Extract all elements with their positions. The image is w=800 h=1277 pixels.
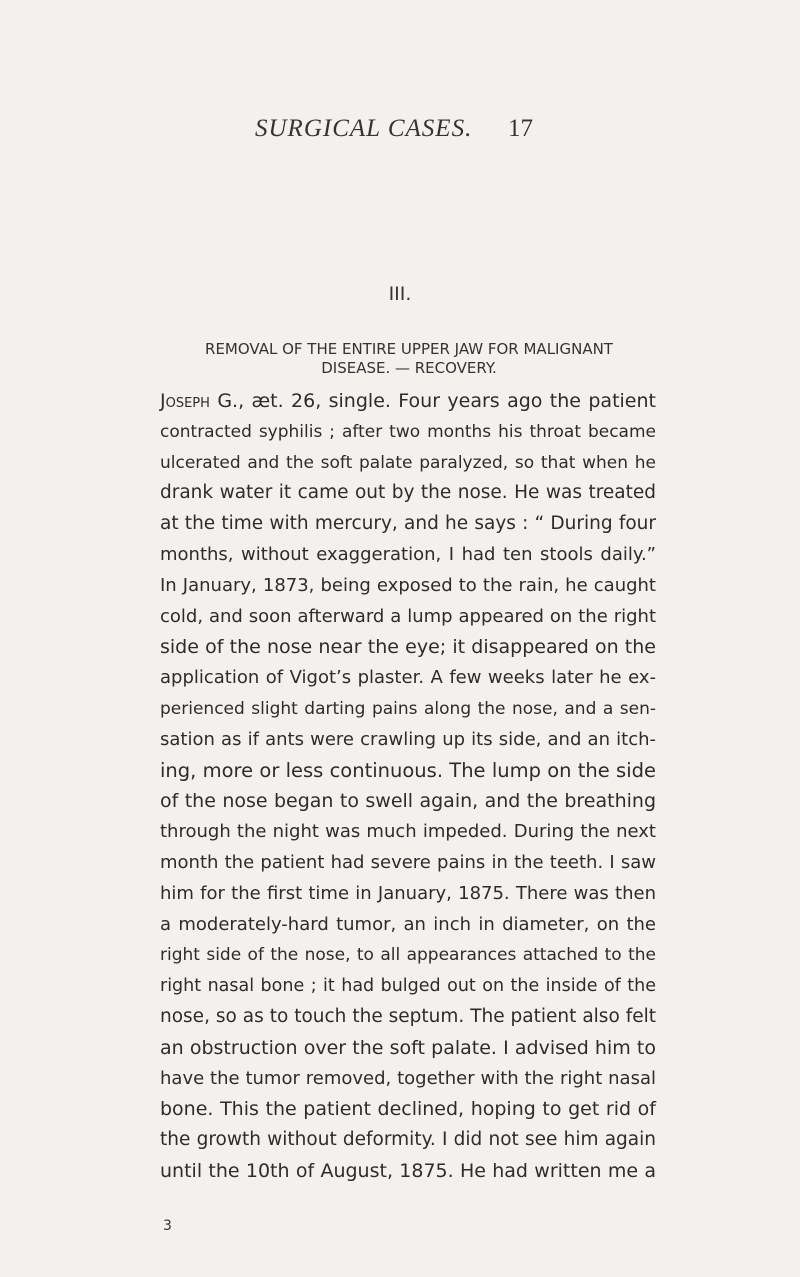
patient-name: Joseph bbox=[160, 390, 210, 412]
text-line: ulcerated and the soft palate paralyzed, so that when he bbox=[160, 452, 656, 473]
text-line: through the night was much impeded. During the next bbox=[160, 821, 656, 843]
running-title: SURGICAL CASES. bbox=[255, 115, 473, 142]
section-number: III. bbox=[388, 283, 412, 305]
text-line: drank water it came out by the nose. He was treated bbox=[160, 482, 656, 504]
text-line: contracted syphilis ; after two months his throat became bbox=[160, 421, 656, 442]
text-line: of the nose began to swell again, and the breathing bbox=[160, 790, 656, 813]
running-head bbox=[0, 115, 800, 155]
text-line: him for the first time in January, 1875. There was then bbox=[160, 882, 656, 904]
text-line: side of the nose near the eye; it disappeared on the bbox=[160, 636, 656, 659]
page-number: 17 bbox=[508, 115, 533, 142]
text-line-rest: G., æt. 26, single. Four years ago the patient bbox=[217, 390, 656, 412]
body-text bbox=[160, 386, 656, 1187]
section-title bbox=[160, 340, 658, 378]
text-line: perienced slight darting pains along the nose, and a sen- bbox=[160, 698, 656, 719]
text-line: sation as if ants were crawling up its side, and an itch- bbox=[160, 728, 656, 750]
text-line: nose, so as to touch the septum. The patient also felt bbox=[160, 1005, 656, 1027]
text-line: right nasal bone ; it had bulged out on the inside of the bbox=[160, 976, 656, 997]
section-title-line: DISEASE. — RECOVERY. bbox=[321, 359, 497, 377]
text-line: the growth without deformity. I did not see him again bbox=[160, 1129, 656, 1151]
text-line: bone. This the patient declined, hoping to get rid of bbox=[160, 1098, 656, 1121]
text-line: In January, 1873, being exposed to the rain, he caught bbox=[160, 574, 656, 596]
text-line: a moderately-hard tumor, an inch in diameter, on the bbox=[160, 913, 656, 935]
text-line: have the tumor removed, together with the right nasal bbox=[160, 1067, 656, 1089]
text-line: cold, and soon afterward a lump appeared on the right bbox=[160, 605, 656, 627]
text-line: ing, more or less continuous. The lump on the side bbox=[160, 758, 656, 782]
signature-mark: 3 bbox=[163, 1218, 172, 1234]
text-line bbox=[160, 386, 656, 417]
text-line: month the patient had severe pains in the teeth. I saw bbox=[160, 851, 656, 873]
text-line: months, without exaggeration, I had ten stools daily.” bbox=[160, 543, 656, 565]
section-title-line: REMOVAL OF THE ENTIRE UPPER JAW FOR MALIGNANT bbox=[205, 340, 613, 358]
text-line: an obstruction over the soft palate. I advised him to bbox=[160, 1036, 656, 1059]
text-line: right side of the nose, to all appearances attached to the bbox=[160, 945, 656, 966]
text-line: at the time with mercury, and he says : “ During four bbox=[160, 513, 656, 535]
text-line: until the 10th of August, 1875. He had written me a bbox=[160, 1159, 656, 1182]
text-line: application of Vigot’s plaster. A few weeks later he ex- bbox=[160, 667, 656, 689]
